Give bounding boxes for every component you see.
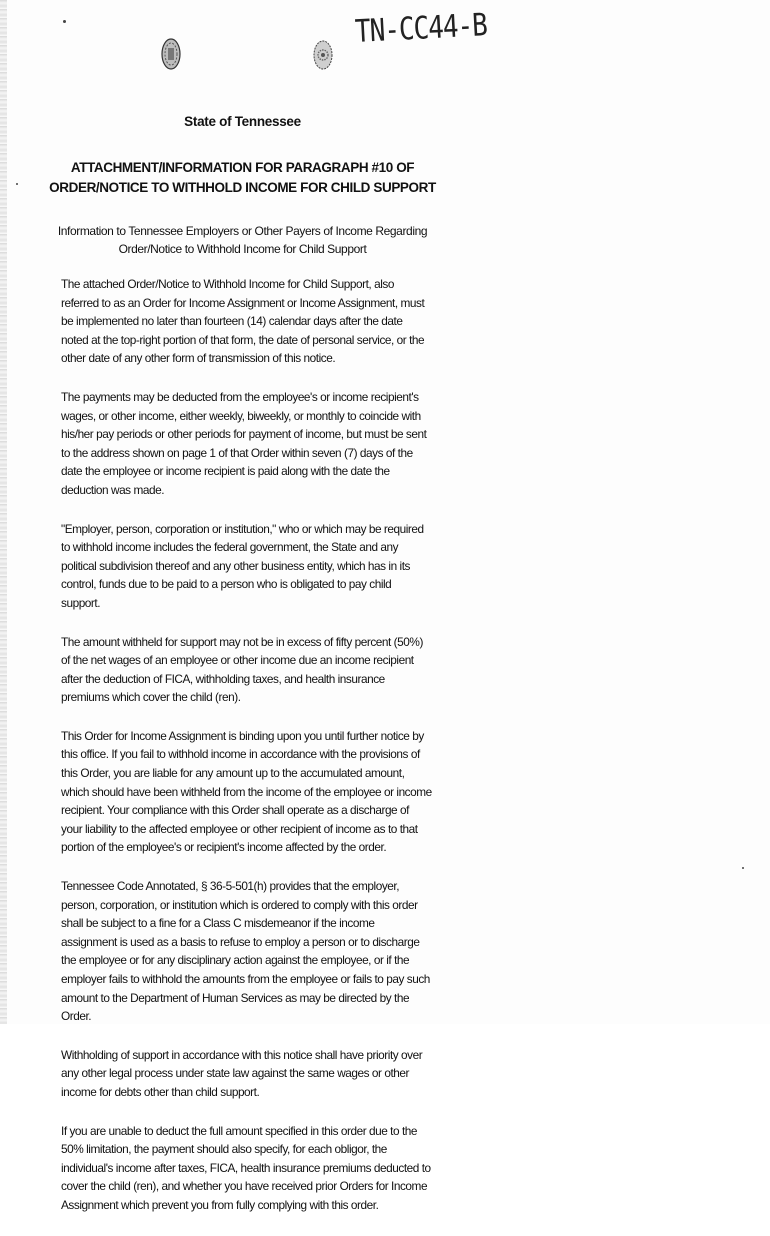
scan-edge-artifact bbox=[0, 0, 7, 1024]
right-seal-icon bbox=[312, 38, 334, 72]
paragraph-tennessee-code: Tennessee Code Annotated, § 36-5-501(h) provides that the employer, person, corporation, or institution which is ordered to comply with this order shall be subject to a fine for a Class C misdemeanor if the income assignment is used as a basis to refuse to employ a person or to discharge the employee or for any disciplinary action against the employee, or if the employer fails to withhold the amounts from the employee or fails to pay such amount to the Department of Human Services as may be directed by the Order. bbox=[61, 880, 430, 1024]
scan-speck bbox=[742, 867, 744, 869]
subheading-line-1: Information to Tennessee Employers or Other Payers of Income Regarding bbox=[57, 224, 428, 238]
paragraph-binding-liability: This Order for Income Assignment is binding upon you until further notice by this office. If you fail to withhold income in accordance with the provisions of this Order, you are liable for any amount up to the accumulated amount, which should have been withheld from the income of the employee or income recipient. Your compliance with this Order shall operate as a discharge of your liability to the affected employee or other recipient of income as to that portion of the employee's or recipient's income affected by the order. bbox=[61, 729, 432, 855]
paragraph-fifty-percent-limitation: If you are unable to deduct the full amount specified in this order due to the 50% limitation, the payment should also specify, for each obligor, the individual's income after taxes, FICA, health insurance premiums deducted to cover the child (ren), and whether you have received prior Orders for Income Assignment which prevent you from fully complying with this order. bbox=[61, 1124, 431, 1212]
scan-speck bbox=[63, 20, 66, 23]
paragraph-employer-definition: "Employer, person, corporation or institution," who or which may be required to withhold income includes the federal government, the State and any political subdivision thereof and any other business entity, which has in its control, funds due to be paid to a person who is obligated to pay child support. bbox=[61, 522, 424, 610]
paragraph-priority: Withholding of support in accordance with this notice shall have priority over any other legal process under state law against the same wages or other income for debts other than child support. bbox=[61, 1048, 423, 1099]
subheading bbox=[0, 222, 485, 258]
state-title: State of Tennessee bbox=[184, 114, 301, 129]
document-body bbox=[61, 276, 432, 1236]
paragraph-implementation-deadline: The attached Order/Notice to Withhold Income for Child Support, also referred to as an Order for Income Assignment or Income Assignment, must be implemented no later than fourteen (14) calendar days after the date noted at the top-right portion of that form, the date of personal service, or the other date of any other form of transmission of this notice. bbox=[61, 278, 425, 366]
main-heading bbox=[0, 158, 485, 198]
handwritten-form-reference: TN-CC44-B bbox=[354, 7, 488, 51]
paragraph-payment-schedule: The payments may be deducted from the employee's or income recipient's wages, or other income, either weekly, biweekly, or monthly to coincide with his/her pay periods or other periods for payment of income, but must be sent to the address shown on page 1 of that Order within seven (7) days of the date the employee or income recipient is paid along with the date the deduction was made. bbox=[61, 390, 427, 497]
main-heading-line-2: ORDER/NOTICE TO WITHHOLD INCOME FOR CHILD SUPPORT bbox=[49, 180, 436, 195]
paragraph-withholding-limit: The amount withheld for support may not be in excess of fifty percent (50%) of the net wages of an employee or other income due an income recipient after the deduction of FICA, withholding taxes, and health insurance premiums which cover the child (ren). bbox=[61, 635, 423, 705]
main-heading-line-1: ATTACHMENT/INFORMATION FOR PARAGRAPH #10 OF bbox=[70, 160, 415, 175]
subheading-line-2: Order/Notice to Withhold Income for Child Support bbox=[118, 242, 367, 256]
left-seal-icon bbox=[160, 36, 182, 72]
